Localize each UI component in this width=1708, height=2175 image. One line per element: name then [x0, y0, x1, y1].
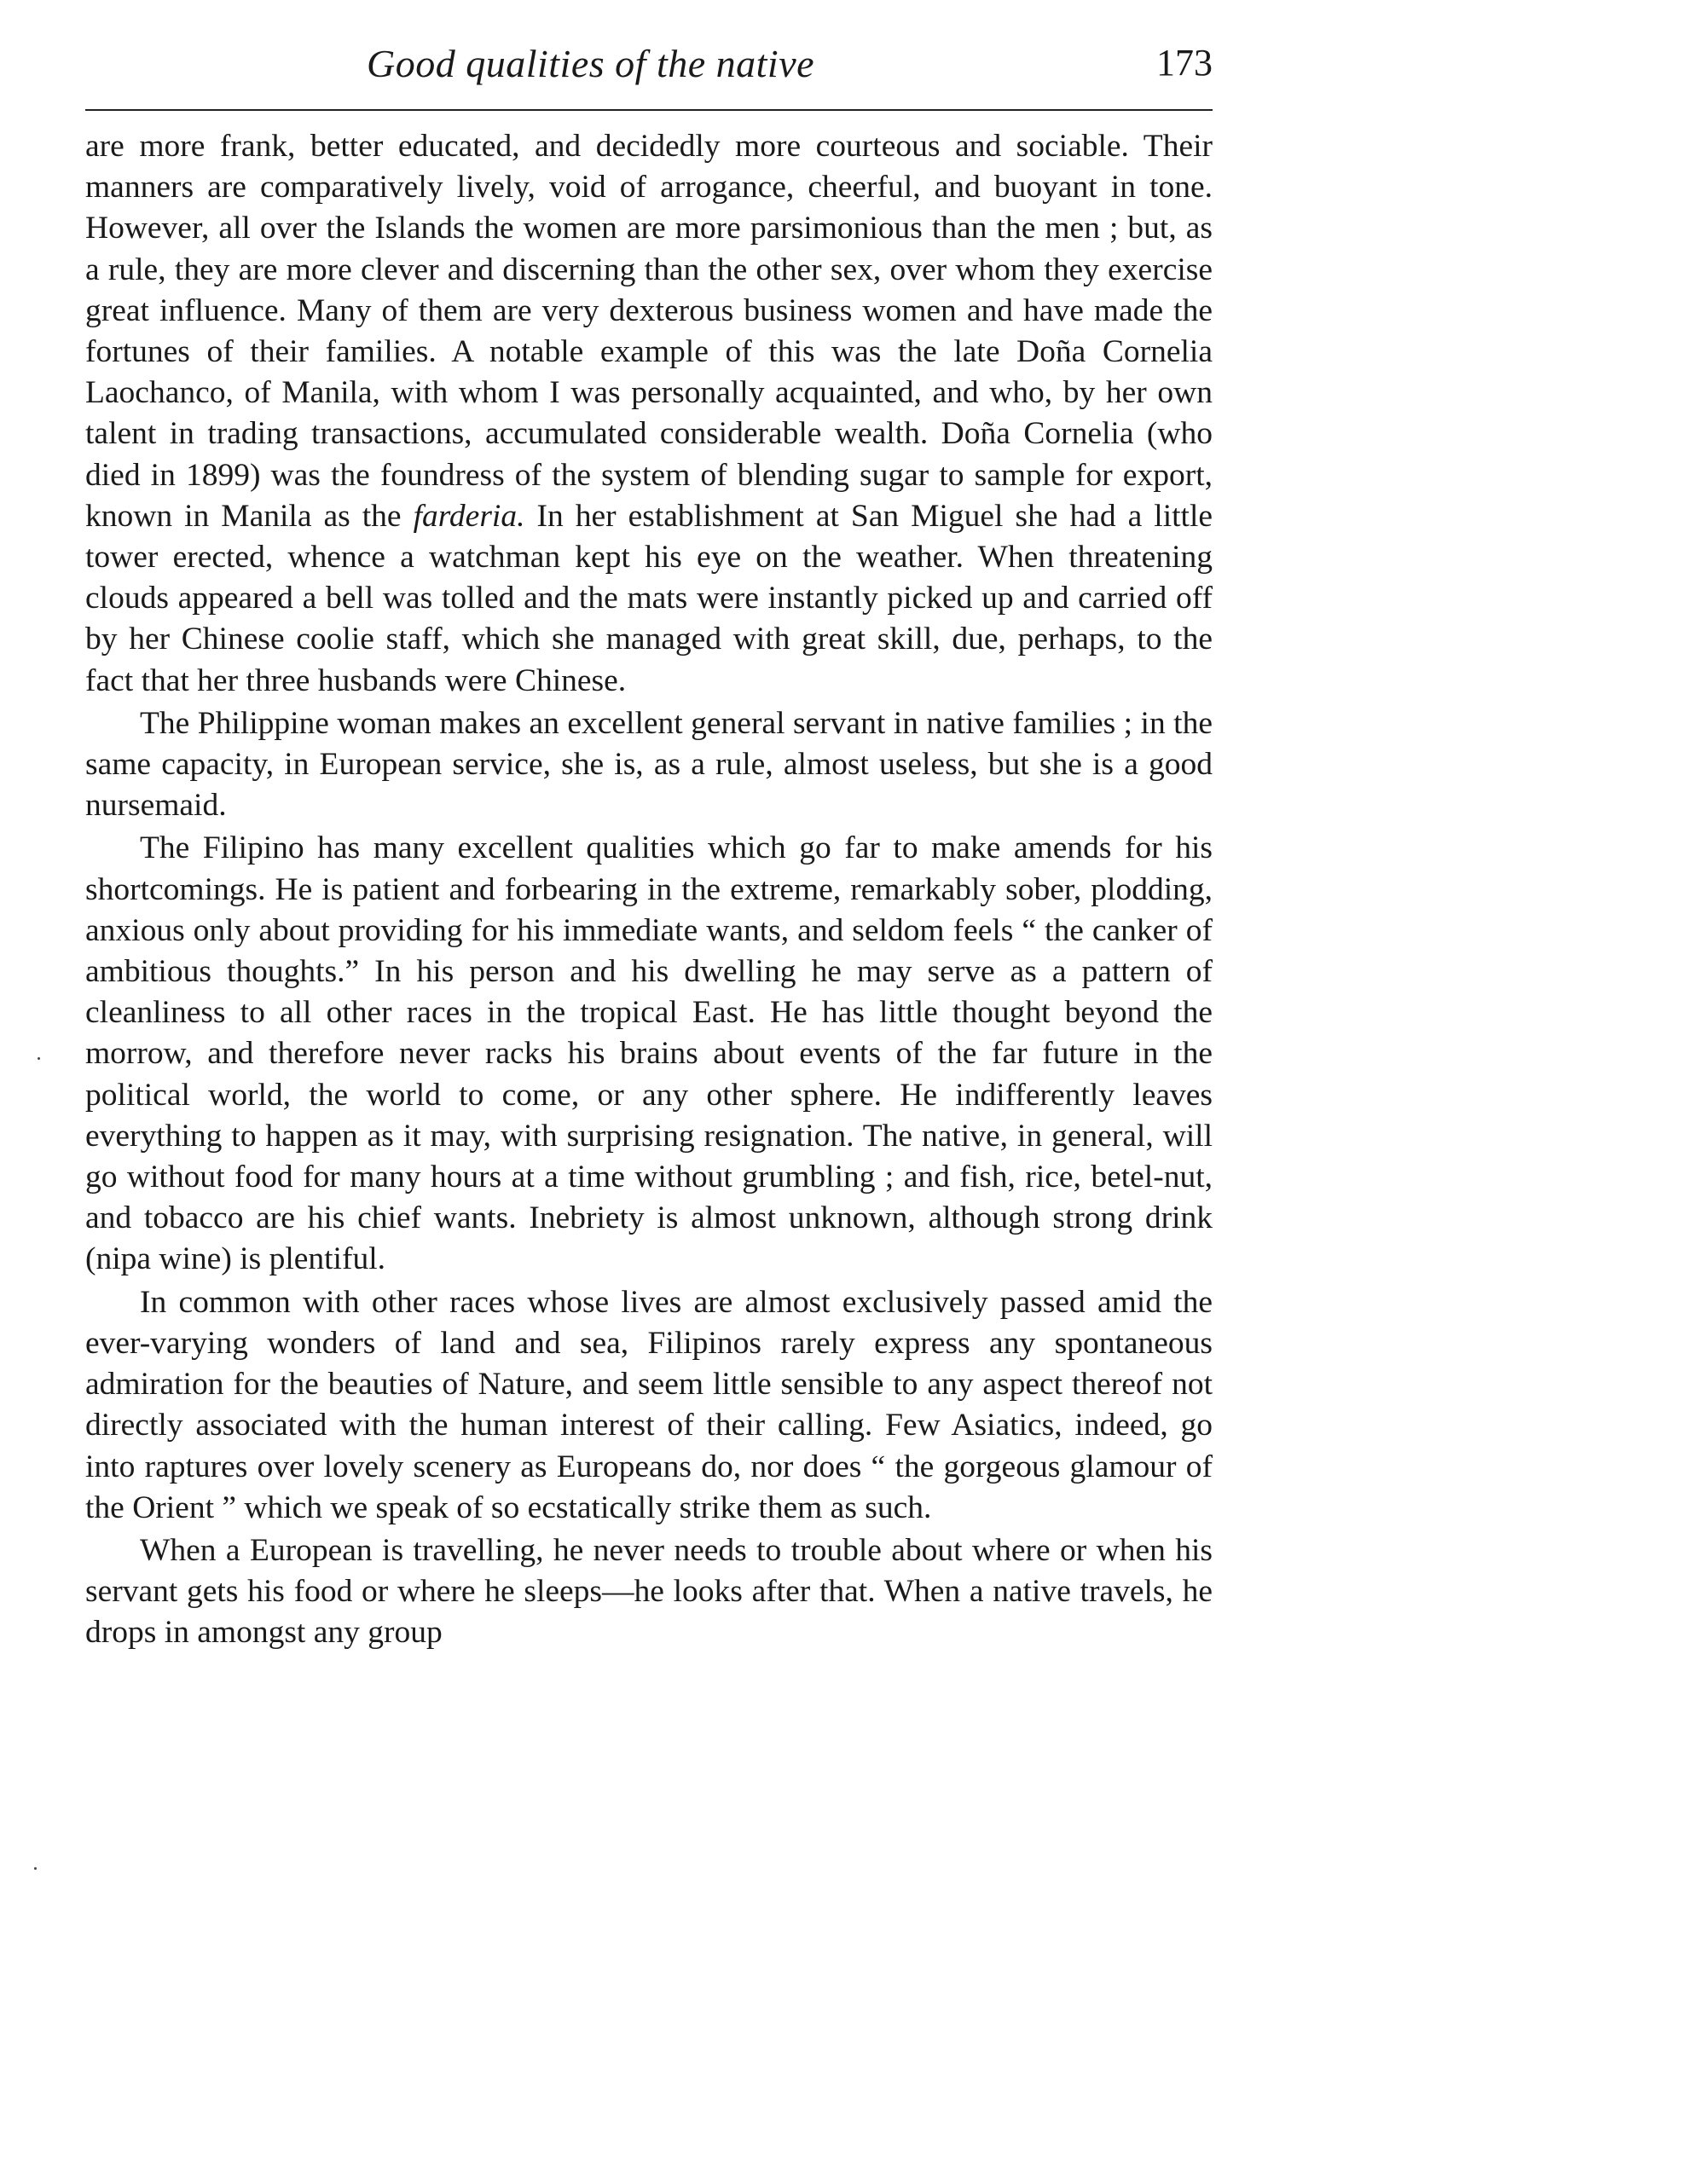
scan-specks-lower: [34, 1867, 39, 1872]
running-head-title: Good qualities of the native: [367, 42, 815, 85]
paragraph-1: [85, 126, 1213, 702]
scan-speck: [38, 1057, 40, 1060]
header-rule: [85, 109, 1213, 111]
scan-specks: [38, 1057, 43, 1062]
italic-term: farderia.: [413, 498, 525, 534]
page-number: 173: [1156, 42, 1213, 84]
paragraph-2: The Philippine woman makes an excellent general servant in native families ; in the same capacity, in European service, she is, as a rule, almost useless, but she is a good nursemaid.: [85, 705, 1213, 824]
paragraph-1-text: are more frank, better educated, and decidedly more courteous and sociable. Their manners are comparatively lively, void of arrogance, cheerful, and buoyant in tone. However, all over the Islands the women are more parsimonious than the men ; but, as a rule, they are more clever and discerning than the other sex, over whom they exercise great influence. Many of them are very dexterous business women and have made the fortunes of their families. A notable example of this was the late Doña Cornelia Laochanco, of Manila, with whom I was personally acquainted, and who, by her own talent in trading transactions, accumulated considerable wealth. Doña Cornelia (who died in 1899) was the foundress of the system of blending sugar to sample for export, known in Manila as the: [85, 129, 1213, 534]
paragraph-1-tail: In her establishment at San Miguel she had a little tower erected, whence a watchman kept his eye on the weather. When threatening clouds appeared a bell was tolled and the mats were instantly picked up and carried off by her Chinese coolie staff, which she managed with great skill, due, perhaps, to the fact that her three husbands were Chinese.: [85, 498, 1213, 698]
body-text: [85, 126, 1213, 1656]
paragraph-3: The Filipino has many excellent qualities which go far to make amends for his shortcomings. He is patient and forbearing in the extreme, remarkably sober, plodding, anxious only about providing for his immediate wants, and seldom feels “ the canker of ambitious thoughts.” In his person and his dwelling he may serve as a pattern of cleanliness to all other races in the tropical East. He has little thought beyond the morrow, and therefore never racks his brains about events of the far future in the political world, the world to come, or any other sphere. He indifferently leaves everything to happen as it may, with surprising resignation. The native, in general, will go without food for many hours at a time without grumbling ; and fish, rice, betel-nut, and tobacco are his chief wants. Inebriety is almost unknown, although strong drink (nipa wine) is plentiful.: [85, 830, 1213, 1277]
running-head: [85, 41, 1213, 101]
paragraph-5: When a European is travelling, he never needs to trouble about where or when his servant gets his food or where he sleeps—he looks after that. When a native travels, he drops in amongst any group: [85, 1532, 1213, 1651]
paragraph-4: In common with other races whose lives are almost exclusively passed amid the ever-varying wonders of land and sea, Filipinos rarely express any spontaneous admiration for the beauties of Nature, and seem little sensible to any aspect thereof not directly associated with the human interest of their calling. Few Asiatics, indeed, go into raptures over lovely scenery as Europeans do, nor does “ the gorgeous glamour of the Orient ” which we speak of so ecstatically strike them as such.: [85, 1284, 1213, 1525]
scan-speck: [34, 1867, 37, 1870]
